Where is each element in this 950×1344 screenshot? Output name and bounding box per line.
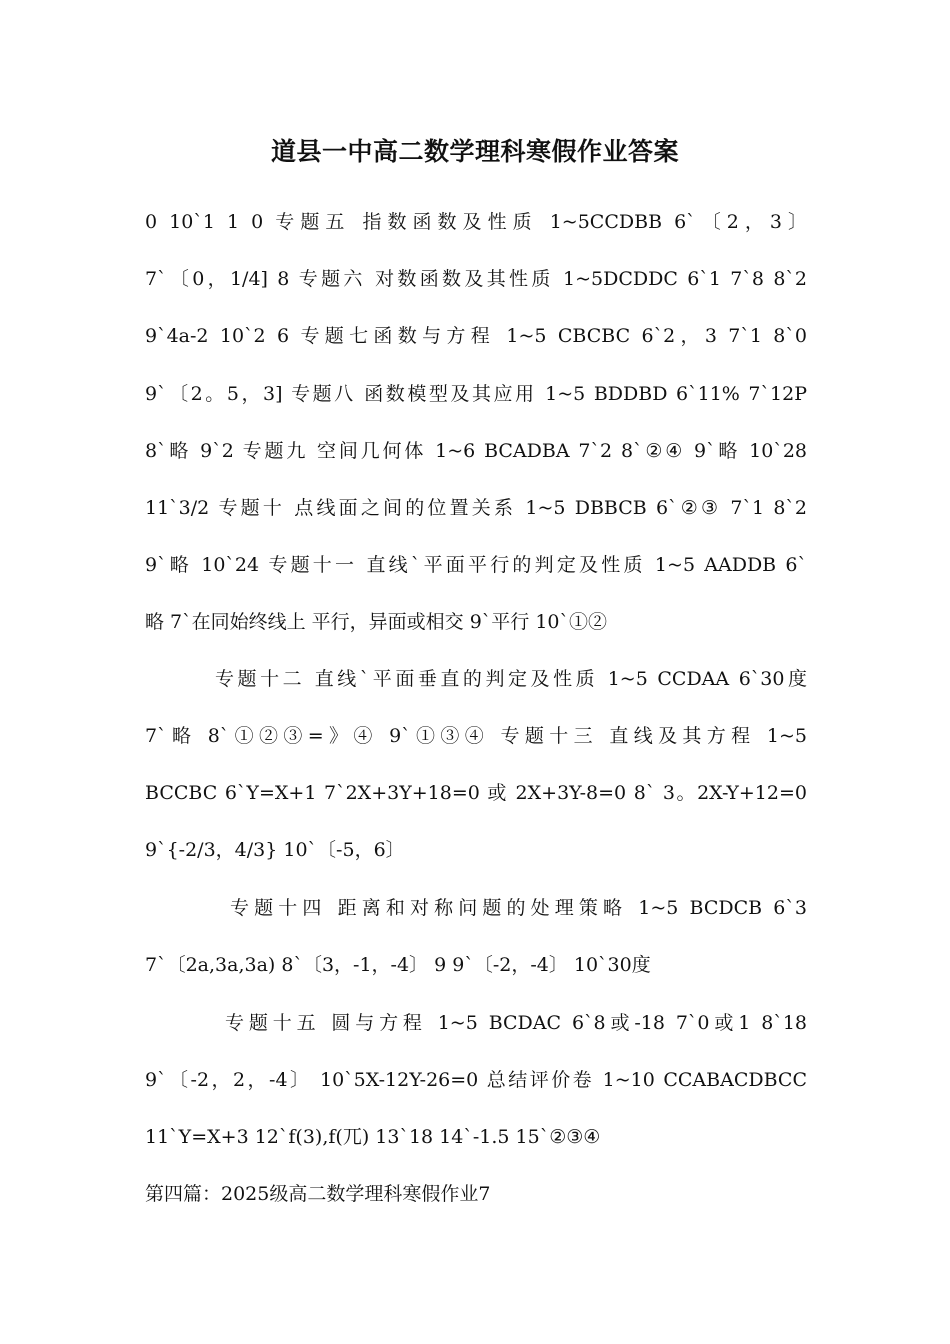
answer-line: 11`Y=X+3 12`f(3),f(兀) 13`18 14`-1.5 15`②③④ xyxy=(145,1126,601,1148)
answer-line: 专题十四 距离和对称问题的处理策略 1~5 BCDCB 6`3 xyxy=(230,897,807,919)
answer-line: BCCBC 6`Y=X+1 7`2X+3Y+18=0 或 2X+3Y-8=0 8` 3。2X-Y+12=0 xyxy=(145,782,807,804)
section-heading: 第四篇：2025级高二数学理科寒假作业7 xyxy=(145,1183,491,1205)
answer-line: 9`{-2/3，4/3} 10`〔-5，6〕 xyxy=(145,839,405,861)
answer-line: 9`略 10`24 专题十一 直线`平面平行的判定及性质 1~5 AADDB 6` xyxy=(145,554,807,576)
document-title: 道县一中高二数学理科寒假作业答案 xyxy=(270,137,679,166)
answer-line: 略 7`在同始终线上 平行，异面或相交 9`平行 10`①② xyxy=(145,611,608,633)
answer-line: 9`〔-2，2，-4〕 10`5X-12Y-26=0 总结评价卷 1~10 CCABACDBCC xyxy=(145,1069,807,1091)
answer-line: 专题十二 直线`平面垂直的判定及性质 1~5 CCDAA 6`30度 xyxy=(215,668,807,690)
answer-line: 7`略 8`①②③=》④ 9`①③④ 专题十三 直线及其方程 1~5 xyxy=(145,725,807,747)
answer-line: 专题十五 圆与方程 1~5 BCDAC 6`8或-18 7`0或1 8`18 xyxy=(225,1012,807,1034)
answer-line: 0 10`1 1 0 专题五 指数函数及性质 1~5CCDBB 6`〔2，3〕 xyxy=(145,211,807,233)
answer-line: 11`3/2 专题十 点线面之间的位置关系 1~5 DBBCB 6`②③ 7`1 8`2 xyxy=(145,497,807,519)
answer-line: 8`略 9`2 专题九 空间几何体 1~6 BCADBA 7`2 8`②④ 9`略 10`28 xyxy=(145,440,807,462)
answer-line: 9`〔2。5，3] 专题八 函数模型及其应用 1~5 BDDBD 6`11% 7`12P xyxy=(145,383,807,405)
answer-line: 7`〔0，1/4] 8 专题六 对数函数及其性质 1~5DCDDC 6`1 7`8 8`2 xyxy=(145,268,807,290)
answer-line: 7`〔2a,3a,3a) 8`〔3，-1，-4〕 9 9`〔-2，-4〕 10`30度 xyxy=(145,954,651,976)
answer-line: 9`4a-2 10`2 6 专题七函数与方程 1~5 CBCBC 6`2，3 7`1 8`0 xyxy=(145,325,807,347)
